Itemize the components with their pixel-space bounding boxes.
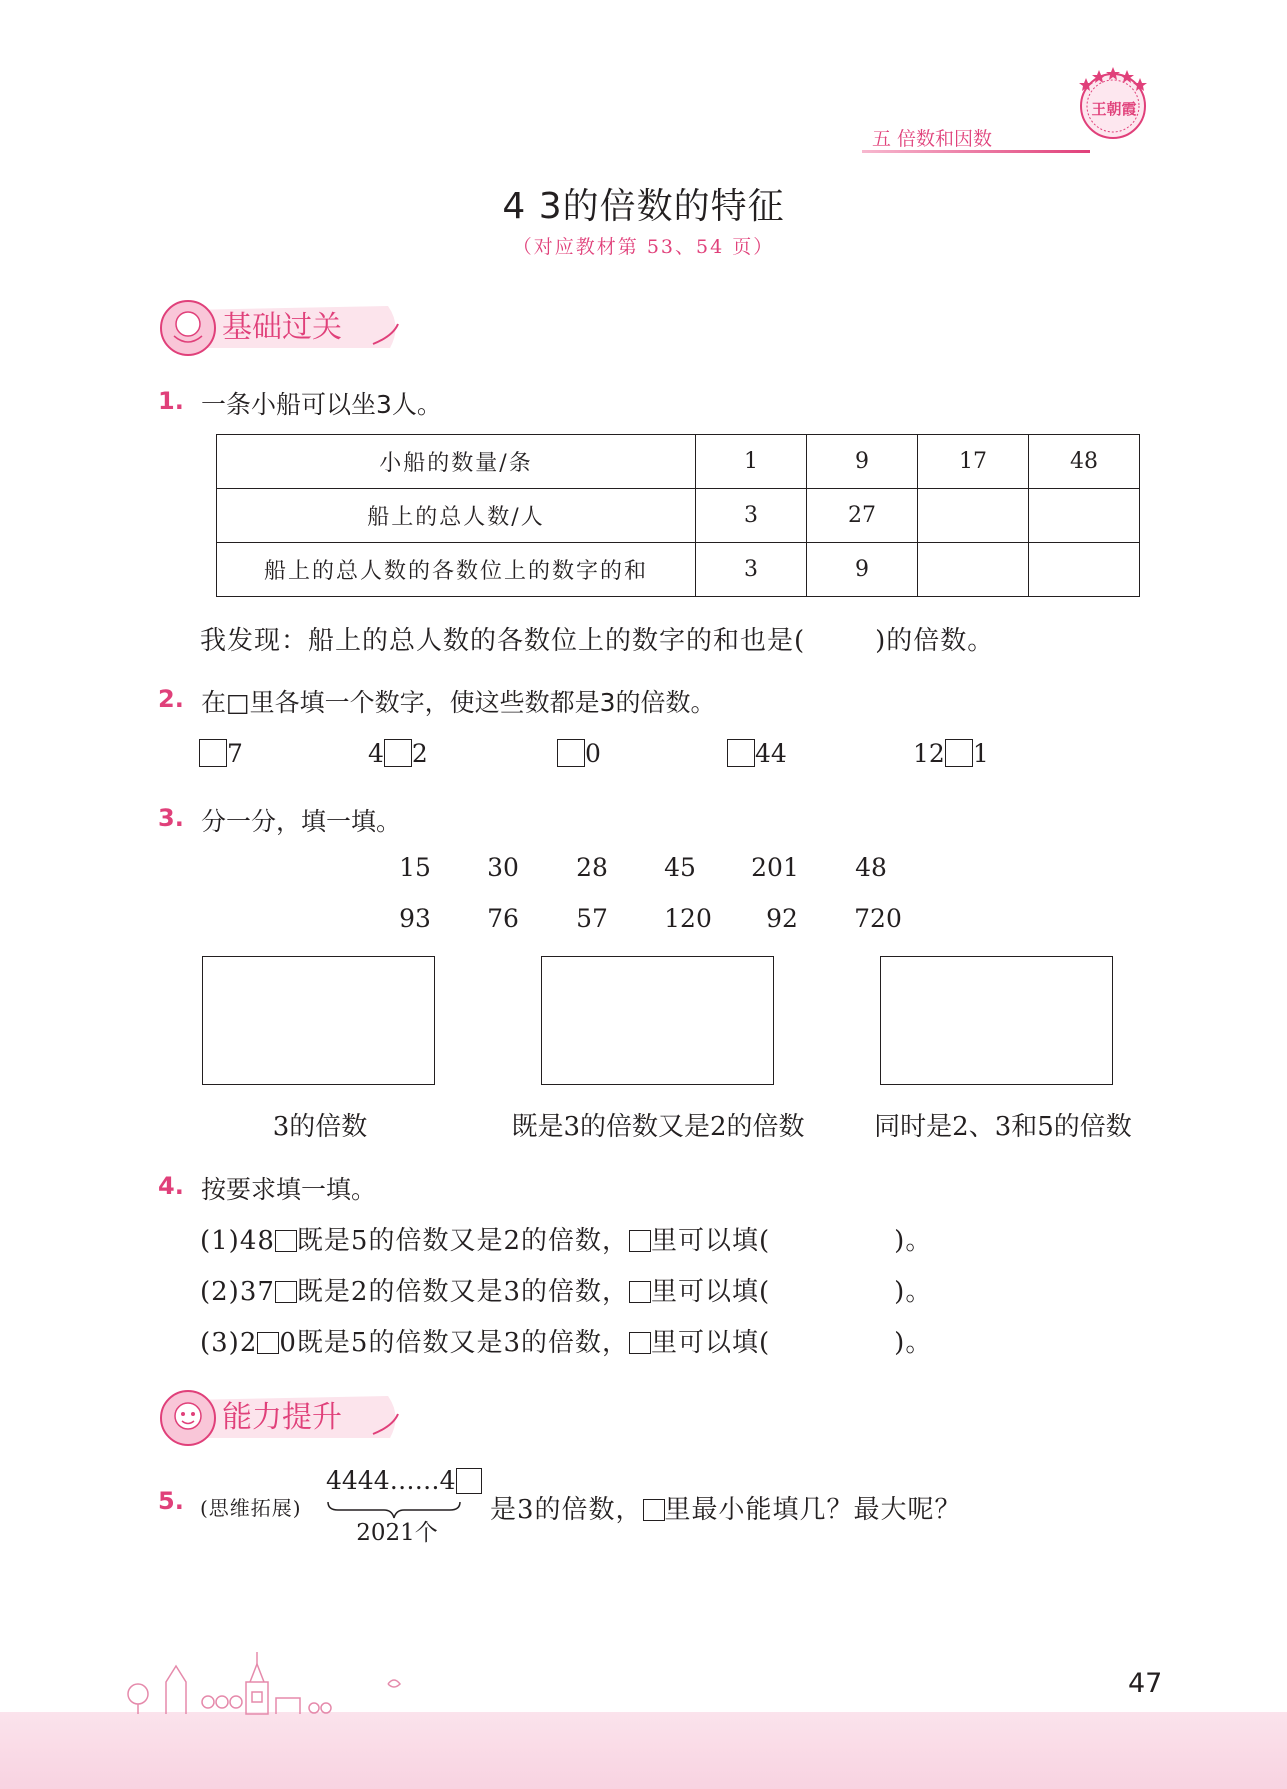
sub-question-text: 里可以填(	[651, 1328, 771, 1358]
question-number-1: 1.	[158, 387, 184, 415]
digit-box	[629, 1281, 651, 1303]
question-number-5: 5.	[158, 1487, 184, 1515]
table-row	[217, 435, 1140, 489]
underbrace-label: 2021个	[356, 1520, 438, 1546]
answer-box-multiples-of-2-3-5[interactable]	[880, 956, 1113, 1085]
box-label: 同时是2、3和5的倍数	[874, 1112, 1132, 1142]
digit-box[interactable]	[384, 739, 412, 767]
sub-question-text: 里可以填(	[651, 1226, 771, 1256]
sub-question-text: 既是5的倍数又是2的倍数，	[296, 1226, 630, 1256]
question-number-3: 3.	[158, 804, 184, 832]
number-item: 76	[487, 904, 519, 933]
number-item: 48	[855, 853, 887, 882]
footer-band	[0, 1712, 1287, 1789]
sub-question-end: )。	[894, 1328, 933, 1358]
table-cell: 48	[1029, 435, 1140, 489]
digit-box[interactable]	[945, 739, 973, 767]
finding-text-after: )的倍数。	[875, 626, 995, 656]
digit-box[interactable]	[557, 739, 585, 767]
boat-table	[216, 434, 1140, 597]
fill-item	[199, 739, 243, 768]
digit-box	[643, 1499, 665, 1521]
digit-box	[629, 1332, 651, 1354]
fill-item	[727, 739, 787, 768]
fill-suffix: 1	[972, 739, 989, 768]
number-item: 28	[576, 853, 608, 882]
number-item: 120	[664, 904, 712, 933]
table-row-label: 小船的数量/条	[217, 435, 696, 489]
page-subtitle: （对应教材第 53、54 页）	[512, 236, 775, 258]
fill-item	[368, 739, 428, 768]
sub-question-text: 既是2的倍数又是3的倍数，	[296, 1277, 630, 1307]
question-text-part: 是3的倍数，	[490, 1495, 643, 1525]
chapter-heading: 五 倍数和因数	[872, 128, 993, 150]
fill-prefix: 4	[368, 739, 384, 768]
digit-box	[275, 1281, 297, 1303]
fill-item	[557, 739, 601, 768]
question-text-part: 里最小能填几？最大呢？	[664, 1495, 962, 1525]
question-tag: (思维拓展)	[200, 1496, 302, 1520]
number-item: 30	[487, 853, 519, 882]
question-number-4: 4.	[158, 1172, 184, 1200]
page-title: 4 3的倍数的特征	[502, 186, 785, 227]
question-text-2: 在□里各填一个数字，使这些数都是3的倍数。	[201, 688, 716, 717]
town-illustration-icon	[118, 1646, 418, 1716]
page-number: 47	[1128, 1668, 1163, 1699]
fill-suffix: 0	[585, 739, 601, 768]
fill-suffix: 7	[227, 739, 243, 768]
section-title-basic: 基础过关	[222, 310, 342, 345]
table-cell: 3	[696, 543, 807, 597]
fill-suffix: 44	[755, 739, 787, 768]
digit-box[interactable]	[456, 1468, 482, 1494]
number-item: 93	[399, 904, 431, 933]
digit-box[interactable]	[199, 739, 227, 767]
table-cell: 1	[696, 435, 807, 489]
number-item: 92	[766, 904, 798, 933]
answer-cell[interactable]	[918, 489, 1029, 543]
finding-text-before: 我发现：船上的总人数的各数位上的数字的和也是(	[200, 626, 806, 656]
table-row-label: 船上的总人数/人	[217, 489, 696, 543]
chapter-underline	[862, 150, 1090, 153]
question-text-1: 一条小船可以坐3人。	[201, 390, 442, 419]
answer-box-multiples-of-2-and-3[interactable]	[541, 956, 774, 1085]
question-text-3: 分一分，填一填。	[201, 807, 402, 836]
answer-box-multiples-of-3[interactable]	[202, 956, 435, 1085]
finding-sentence	[200, 620, 994, 657]
fill-item	[913, 739, 989, 768]
table-cell: 27	[807, 489, 918, 543]
digit-box	[629, 1230, 651, 1252]
sub-question-end: )。	[894, 1277, 933, 1307]
answer-cell[interactable]	[1029, 543, 1140, 597]
long-number	[326, 1466, 482, 1495]
answer-cell[interactable]	[1029, 489, 1140, 543]
sub-question-prefix: (1)48	[200, 1226, 275, 1256]
digit-box	[257, 1332, 279, 1354]
fill-suffix: 2	[411, 739, 428, 768]
sub-question-prefix: (3)2	[200, 1328, 258, 1358]
table-row	[217, 489, 1140, 543]
logo-text: 王朝霞	[1091, 100, 1137, 118]
number-item: 201	[751, 853, 799, 882]
box-label: 既是3的倍数又是2的倍数	[511, 1112, 805, 1142]
brand-logo	[1072, 62, 1154, 144]
box-label: 3的倍数	[272, 1112, 368, 1142]
sub-question-prefix: (2)37	[200, 1277, 275, 1307]
question-text-4: 按要求填一填。	[201, 1175, 377, 1204]
table-cell: 3	[696, 489, 807, 543]
question-text-5	[490, 1489, 962, 1526]
sub-question	[200, 1322, 932, 1359]
table-row	[217, 543, 1140, 597]
fill-prefix: 12	[913, 739, 945, 768]
section-title-advanced: 能力提升	[222, 1400, 342, 1435]
answer-cell[interactable]	[918, 543, 1029, 597]
number-item: 45	[664, 853, 696, 882]
digit-box	[275, 1230, 297, 1252]
table-cell: 17	[918, 435, 1029, 489]
sub-question-text: 里可以填(	[651, 1277, 771, 1307]
number-item: 15	[399, 853, 431, 882]
sub-question	[200, 1271, 932, 1308]
digit-box[interactable]	[727, 739, 755, 767]
question-number-2: 2.	[158, 685, 184, 713]
number-item: 720	[854, 904, 902, 933]
long-number-digits: 4444……4	[326, 1466, 456, 1495]
number-item: 57	[576, 904, 608, 933]
table-row-label: 船上的总人数的各数位上的数字的和	[217, 543, 696, 597]
table-cell: 9	[807, 435, 918, 489]
sub-question	[200, 1220, 932, 1257]
table-cell: 9	[807, 543, 918, 597]
sub-question-text: 0既是5的倍数又是3的倍数，	[279, 1328, 630, 1358]
sub-question-end: )。	[894, 1226, 933, 1256]
